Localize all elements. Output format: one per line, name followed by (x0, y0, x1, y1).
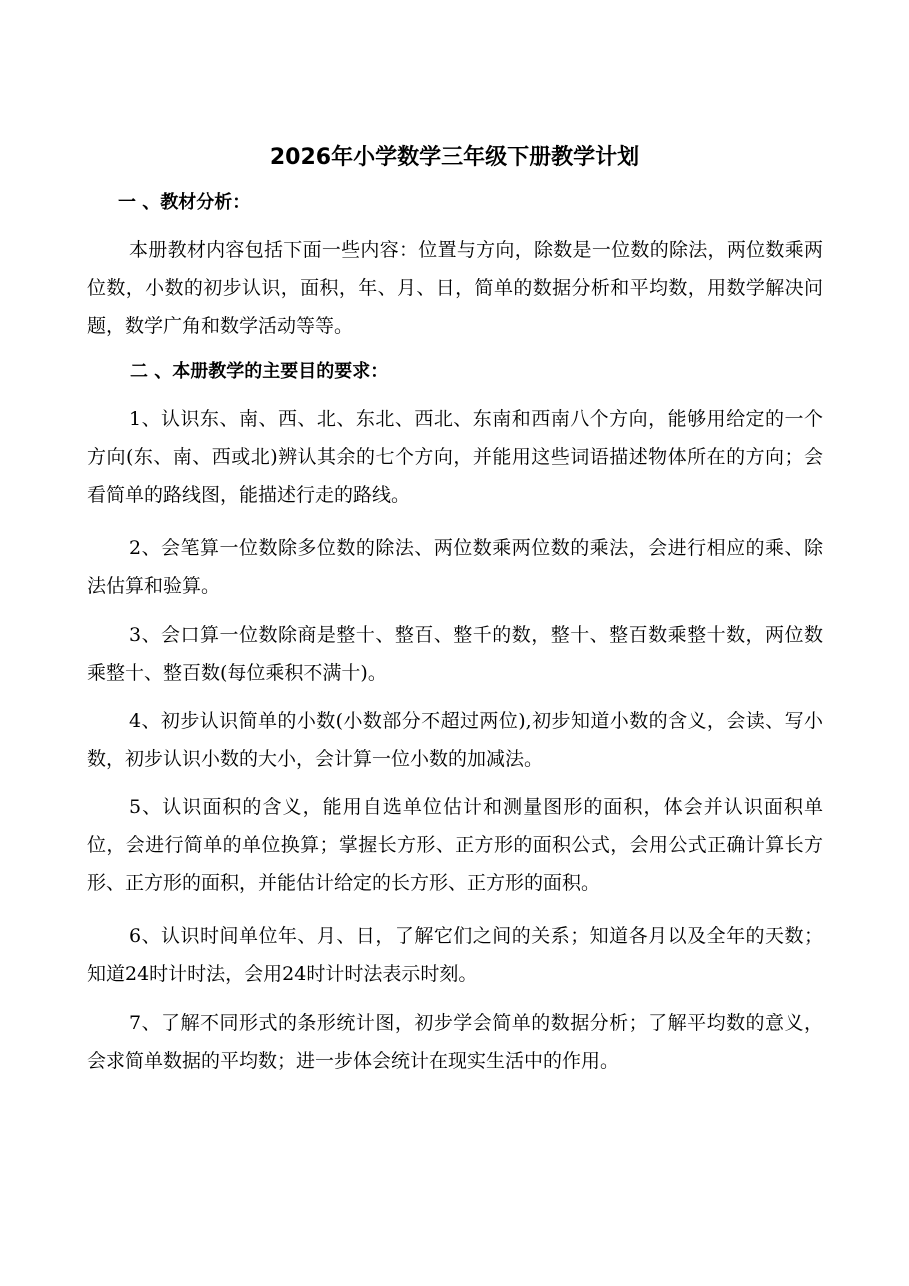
goal-paragraph-4: 4、初步认识简单的小数(小数部分不超过两位),初步知道小数的含义，会读、写小数，初步认识小数的大小，会计算一位小数的加减法。 (87, 710, 823, 770)
paragraph-textbook-content: 本册教材内容包括下面一些内容：位置与方向，除数是一位数的除法，两位数乘两位数，小数的初步认识，面积，年、月、日，简单的数据分析和平均数，用数学解决问题，数学广角和数学活动等等。 (87, 239, 823, 337)
section-heading-teaching-goals: 二 、本册教学的主要目的要求： (130, 361, 389, 382)
document-title: 2026年小学数学三年级下册教学计划 (269, 145, 640, 170)
section-heading-textbook-analysis: 一 、教材分析： (118, 192, 251, 213)
goal-paragraph-2: 2、会笔算一位数除多位数的除法、两位数乘两位数的乘法，会进行相应的乘、除法估算和验算。 (87, 537, 823, 597)
goal-paragraph-1: 1、认识东、南、西、北、东北、西北、东南和西南八个方向，能够用给定的一个方向(东、南、西或北)辨认其余的七个方向，并能用这些词语描述物体所在的方向；会看简单的路线图，能描述行走的路线。 (87, 408, 823, 506)
goal-paragraph-7: 7、了解不同形式的条形统计图，初步学会简单的数据分析；了解平均数的意义，会求简单数据的平均数；进一步体会统计在现实生活中的作用。 (87, 1012, 823, 1072)
goal-paragraph-3: 3、会口算一位数除商是整十、整百、整千的数，整十、整百数乘整十数，两位数乘整十、整百数(每位乘积不满十)。 (87, 624, 823, 684)
goal-paragraph-5: 5、认识面积的含义，能用自选单位估计和测量图形的面积，体会并认识面积单位，会进行简单的单位换算；掌握长方形、正方形的面积公式，会用公式正确计算长方形、正方形的面积，并能估计给定的长方形、正方形的面积。 (87, 796, 823, 894)
goal-paragraph-6: 6、认识时间单位年、月、日，了解它们之间的关系；知道各月以及全年的天数；知道24时计时法，会用24时计时法表示时刻。 (87, 925, 823, 985)
